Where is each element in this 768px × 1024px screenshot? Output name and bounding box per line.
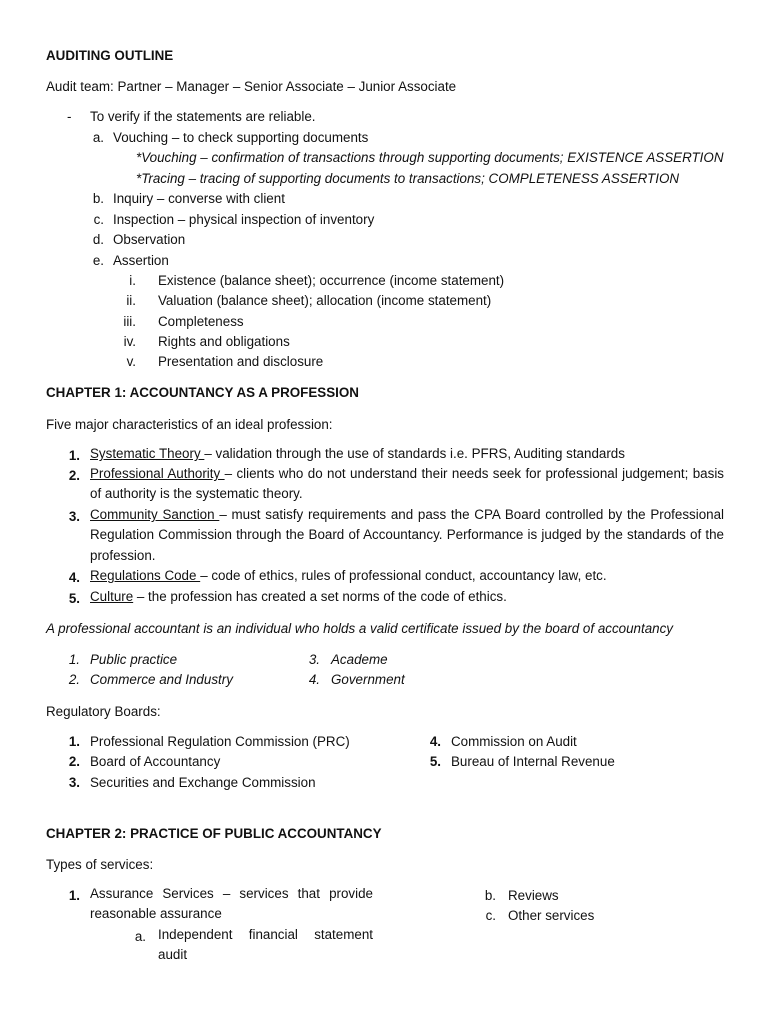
chapter-1-heading: CHAPTER 1: ACCOUNTANCY AS A PROFESSION	[46, 385, 359, 400]
board-marker: 4.	[429, 734, 441, 749]
service-sub-item: Reviews	[508, 888, 559, 903]
characteristic-desc: – the profession has created a set norms of the code of ethics.	[133, 589, 507, 604]
board-marker: 1.	[68, 734, 80, 749]
board-item: Commission on Audit	[451, 734, 577, 749]
board-item: Board of Accountancy	[90, 754, 221, 769]
assertion-item: Presentation and disclosure	[158, 354, 324, 369]
assertion-item: Completeness	[158, 314, 244, 329]
characteristic-desc: – clients who do not understand their needs seek for professional judgement; basis of authority is the systematic theory.	[90, 466, 724, 502]
service-sub-item: Independent financial statement audit	[158, 927, 373, 963]
board-item: Professional Regulation Commission (PRC)	[90, 734, 350, 749]
characteristic-desc: – code of ethics, rules of professional conduct, accountancy law, etc.	[200, 568, 607, 583]
characteristic-item	[90, 587, 724, 607]
characteristic-item	[90, 505, 724, 566]
numbered-marker: 1.	[68, 448, 80, 463]
numbered-marker: 5.	[68, 591, 80, 606]
list-item: Inspection – physical inspection of inventory	[113, 212, 375, 227]
service-sub-marker: a.	[134, 929, 146, 944]
board-marker: 3.	[68, 775, 80, 790]
list-marker: b.	[92, 191, 104, 206]
list-item: Observation	[113, 232, 186, 247]
service-item: Assurance Services – services that provide reasonable assurance	[90, 886, 373, 922]
numbered-marker: 2.	[68, 468, 80, 483]
vouching-note: *Vouching – confirmation of transactions through supporting documents; EXISTENCE ASSERTION	[136, 150, 724, 165]
roman-marker: i.	[129, 273, 136, 288]
service-sub-marker: b.	[484, 888, 496, 903]
list-item: Assertion	[113, 253, 169, 268]
list-item: Inquiry – converse with client	[113, 191, 285, 206]
sector-item: Academe	[331, 652, 388, 667]
chapter-1-lead: Five major characteristics of an ideal profession:	[46, 417, 333, 432]
intro-text: To verify if the statements are reliable.	[90, 109, 316, 124]
numbered-marker: 4.	[68, 570, 80, 585]
regulatory-boards-label: Regulatory Boards:	[46, 704, 161, 719]
roman-marker: v.	[126, 354, 136, 369]
characteristic-item	[90, 566, 724, 586]
characteristic-term: Professional Authority	[90, 466, 225, 481]
board-item: Bureau of Internal Revenue	[451, 754, 615, 769]
numbered-marker: 3.	[68, 509, 80, 524]
characteristic-term: Systematic Theory	[90, 446, 205, 461]
sector-item: Public practice	[90, 652, 178, 667]
service-sub-marker: c.	[485, 908, 496, 923]
characteristic-term: Regulations Code	[90, 568, 201, 583]
sector-marker: 2.	[68, 672, 80, 687]
sector-marker: 1.	[68, 652, 80, 667]
board-item: Securities and Exchange Commission	[90, 775, 316, 790]
assertion-item: Existence (balance sheet); occurrence (income statement)	[158, 273, 505, 288]
roman-marker: ii.	[126, 293, 136, 308]
sector-marker: 3.	[308, 652, 320, 667]
characteristic-term: Culture	[90, 589, 134, 604]
roman-marker: iii.	[123, 314, 136, 329]
assertion-item: Valuation (balance sheet); allocation (income statement)	[158, 293, 492, 308]
tracing-note: *Tracing – tracing of supporting documents to transactions; COMPLETENESS ASSERTION	[136, 171, 680, 186]
characteristic-desc: – validation through the use of standards i.e. PFRS, Auditing standards	[204, 446, 625, 461]
list-marker: d.	[92, 232, 104, 247]
list-marker: e.	[92, 253, 104, 268]
board-marker: 2.	[68, 754, 80, 769]
document-title: AUDITING OUTLINE	[46, 48, 174, 63]
characteristic-item	[90, 444, 724, 464]
bullet-dash: -	[67, 109, 72, 124]
audit-team-line: Audit team: Partner – Manager – Senior Associate – Junior Associate	[46, 79, 457, 94]
characteristic-item	[90, 464, 724, 505]
service-sub-item: Other services	[508, 908, 595, 923]
list-item: Vouching – to check supporting documents	[113, 130, 369, 145]
professional-accountant-definition: A professional accountant is an individual who holds a valid certificate issued by the board of accountancy	[46, 621, 674, 636]
assertion-item: Rights and obligations	[158, 334, 290, 349]
list-marker: c.	[93, 212, 104, 227]
chapter-2-heading: CHAPTER 2: PRACTICE OF PUBLIC ACCOUNTANCY	[46, 826, 382, 841]
characteristic-term: Community Sanction	[90, 507, 220, 522]
sector-marker: 4.	[308, 672, 320, 687]
service-marker: 1.	[68, 888, 80, 903]
sector-item: Commerce and Industry	[90, 672, 233, 687]
chapter-2-lead: Types of services:	[46, 857, 154, 872]
board-marker: 5.	[429, 754, 441, 769]
sector-item: Government	[331, 672, 405, 687]
roman-marker: iv.	[123, 334, 136, 349]
list-marker: a.	[92, 130, 104, 145]
characteristic-desc: – must satisfy requirements and pass the CPA Board controlled by the Professional Regulation Commission through the Board of Accountancy. Performance is judged by the standards of the profession.	[90, 507, 725, 563]
